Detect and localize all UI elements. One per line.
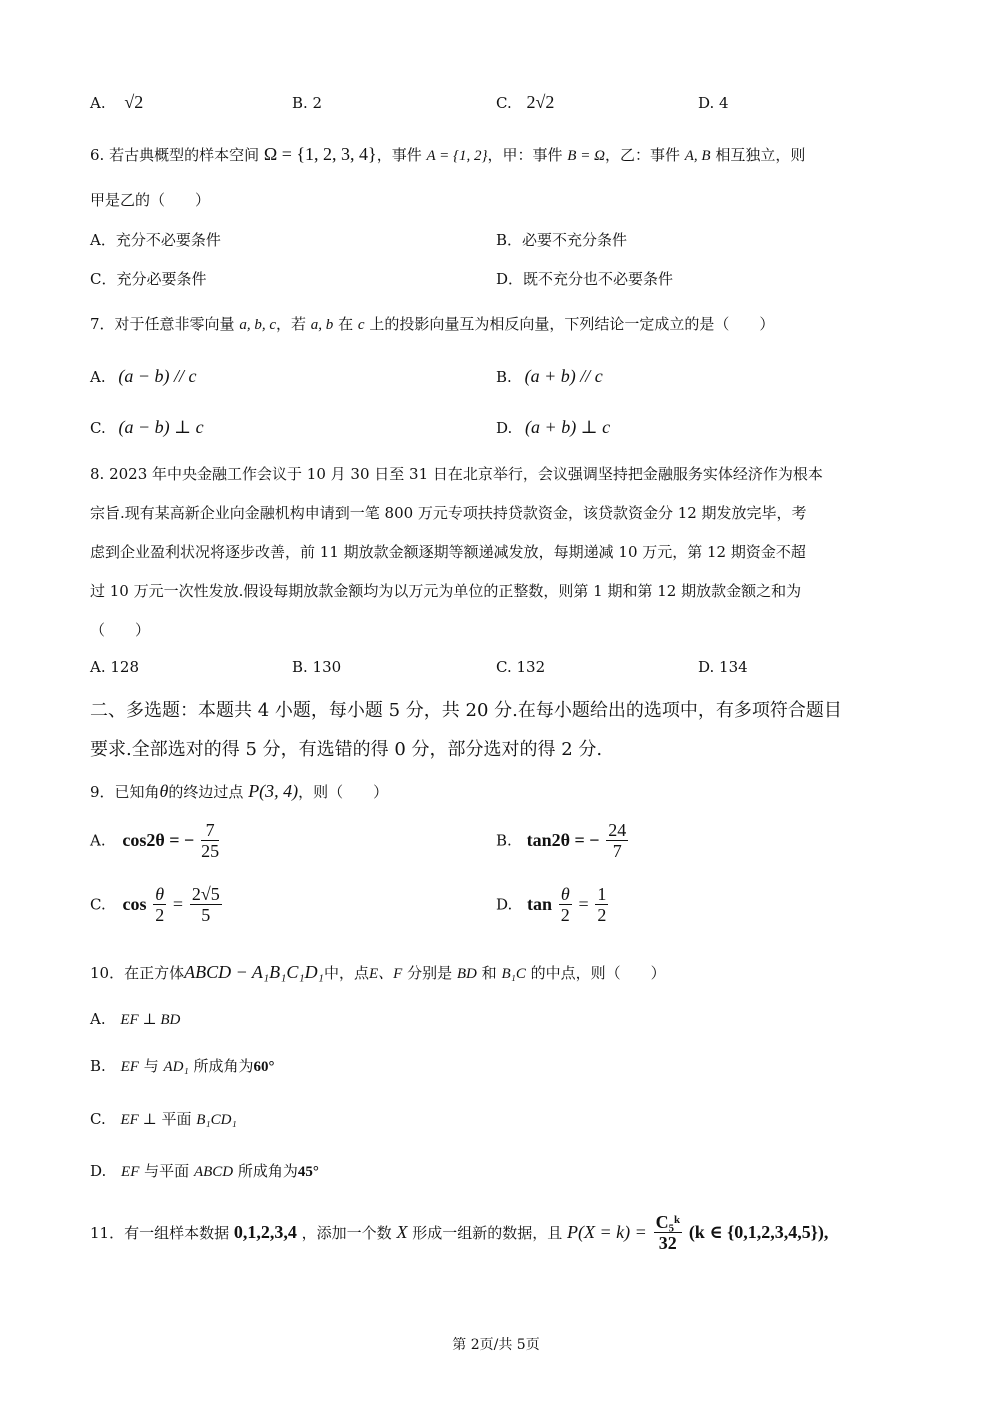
q10-option-b <box>90 1055 275 1076</box>
option-label: C. <box>496 94 512 112</box>
option-label: C. <box>90 895 106 914</box>
option-mid: 与平面 <box>144 1162 190 1180</box>
q9-theta: θ <box>159 781 169 801</box>
q9-tail: ，则（ ） <box>298 783 389 801</box>
option-plane: ABCD <box>193 1164 234 1180</box>
q8-option-a: A. 128 <box>90 658 139 676</box>
q7-option-d <box>496 417 610 438</box>
q6-ab: A, B <box>684 148 711 164</box>
option-fraction <box>201 820 219 861</box>
q7-option-a <box>90 366 197 387</box>
q6-option-c: C．充分必要条件 <box>90 270 207 288</box>
denominator: 2 <box>597 905 607 925</box>
q6-event-b: B = Ω <box>567 148 605 164</box>
numerator: 24 <box>608 820 627 840</box>
option-degree: 60° <box>253 1059 275 1075</box>
q6-event-a: A = {1, 2} <box>426 148 488 164</box>
q8-option-c: C. 132 <box>496 658 546 676</box>
q6-option-a: A．充分不必要条件 <box>90 231 221 249</box>
option-label: A. <box>90 1010 106 1028</box>
q5-option-a <box>90 92 143 113</box>
option-ef: EF <box>120 1059 139 1075</box>
q11-stem-pre: 11．有一组样本数据 <box>90 1224 230 1242</box>
q6-option-d: D．既不充分也不必要条件 <box>496 270 674 288</box>
option-label: B. <box>496 831 512 850</box>
q10-stem <box>90 962 666 983</box>
option-ef: EF <box>121 1164 140 1180</box>
q11-tail: (k ∈ {0,1,2,3,4,5}), <box>688 1222 829 1242</box>
option-degree: 45° <box>297 1164 319 1180</box>
option-label: D. <box>90 1162 107 1180</box>
q5-option-c <box>496 92 554 113</box>
option-lhs: cos2θ = − <box>122 830 195 850</box>
q11-stem <box>90 1212 828 1253</box>
section-heading-line2: 要求.全部选对的得 5 分，有选错的得 0 分，部分选对的得 2 分. <box>90 739 603 760</box>
denominator: 2 <box>155 905 165 925</box>
q9-point: P(3, 4) <box>248 781 299 801</box>
option-label: A. <box>90 368 106 386</box>
q6-mid1: ，事件 <box>376 146 422 164</box>
option-tail: 所成角为 <box>193 1057 254 1075</box>
option-label: A. <box>90 94 106 112</box>
q9-mid: 的终边过点 <box>168 783 244 801</box>
q5-option-d: D. 4 <box>698 94 729 112</box>
option-value: (a − b) // c <box>118 366 197 386</box>
q10-option-a <box>90 1010 180 1029</box>
denominator: 25 <box>201 841 220 861</box>
option-mid: 与 <box>143 1057 159 1075</box>
q6-option-b: B．必要不充分条件 <box>496 231 628 249</box>
numerator: θ <box>560 884 570 904</box>
section-heading-line1: 二、多选题：本题共 4 小题，每小题 5 分，共 20 分.在每小题给出的选项中，有多项符合题目 <box>90 700 842 721</box>
q10-b1c: B₁C <box>501 966 526 982</box>
option-ad1: AD₁ <box>163 1059 189 1075</box>
q10-option-d <box>90 1160 319 1181</box>
q9-option-d <box>496 884 610 925</box>
q7-tail: 上的投影向量互为相反向量，下列结论一定成立的是（ ） <box>369 315 775 333</box>
option-ef: EF ⊥ <box>120 1112 157 1128</box>
numerator: 1 <box>597 884 607 904</box>
denominator: 7 <box>612 841 622 861</box>
option-label: C. <box>90 1110 106 1128</box>
q6-mid2: ，甲：事件 <box>487 146 563 164</box>
denominator: 2 <box>560 905 570 925</box>
q11-prob: P(X = k) = <box>567 1222 647 1242</box>
equals-sign: = <box>172 894 184 914</box>
option-value: (a + b) ⊥ c <box>525 417 611 437</box>
numerator: 2√5 <box>191 884 220 904</box>
option-label: A. <box>90 831 106 850</box>
denominator: 5 <box>201 905 211 925</box>
q8-option-b: B. 130 <box>292 658 342 676</box>
option-lhs: tan2θ = − <box>526 830 600 850</box>
option-label: D. <box>496 895 513 914</box>
q10-stem-pre: 10．在正方体 <box>90 964 185 982</box>
q7-vecs-abc: a, b, c <box>239 317 276 333</box>
q7-stem-pre: 7．对于任意非零向量 <box>90 315 235 333</box>
numerator: 7 <box>201 820 219 841</box>
page-footer: 第 2页/共 5页 <box>452 1337 540 1353</box>
option-value: (a + b) // c <box>524 366 603 386</box>
option-label: C. <box>90 419 106 437</box>
q8-line3: 虑到企业盈利状况将逐步改善，前 11 期放款金额逐期等额递减发放，每期递减 10 万元，第 12 期资金不超 <box>90 543 806 561</box>
q10-and: 和 <box>481 964 497 982</box>
option-fraction <box>606 820 628 861</box>
q7-mid1: ，若 <box>276 315 307 333</box>
q5-option-b: B. 2 <box>292 94 323 112</box>
option-value: √2 <box>124 92 144 112</box>
q9-option-a <box>90 820 221 861</box>
option-arg-fraction <box>153 884 166 925</box>
q6-omega-set: Ω = {1, 2, 3, 4} <box>263 144 377 164</box>
q10-bd: BD <box>456 966 477 982</box>
q7-stem <box>90 313 774 334</box>
numerator: C₅ᵏ <box>655 1212 681 1232</box>
q9-stem <box>90 781 388 802</box>
option-label: B. <box>90 1057 106 1075</box>
option-fn: cos <box>122 894 147 914</box>
q10-mid2: 分别是 <box>407 964 453 982</box>
denominator: 32 <box>658 1233 677 1253</box>
q10-option-c <box>90 1108 237 1129</box>
q8-line2: 宗旨.现有某高新企业向金融机构申请到一笔 800 万元专项扶持贷款资金，该贷款资金分 12 期发放完毕，考 <box>90 504 807 522</box>
q7-mid2: 在 <box>338 315 354 333</box>
q10-tail: 的中点，则（ ） <box>530 964 666 982</box>
option-plane: B₁CD₁ <box>196 1112 237 1128</box>
numerator: θ <box>155 884 165 904</box>
q6-tail: 相互独立，则 <box>715 146 806 164</box>
q9-stem-pre: 9．已知角 <box>90 783 160 801</box>
q6-stem <box>90 144 805 165</box>
q11-x: X <box>396 1222 408 1242</box>
q7-vecs-ab: a, b <box>310 317 334 333</box>
q6-stem-pre: 6. 若古典概型的样本空间 <box>90 146 260 164</box>
option-tail: 所成角为 <box>237 1162 298 1180</box>
q11-mid: ，添加一个数 <box>301 1224 392 1242</box>
option-label: D. <box>496 419 513 437</box>
option-label: B. <box>496 368 512 386</box>
q10-points: E、F <box>368 966 403 982</box>
option-mid: 平面 <box>161 1110 192 1128</box>
q11-data: 0,1,2,3,4 <box>233 1222 297 1242</box>
q10-mid1: 中，点 <box>323 964 369 982</box>
q9-option-c <box>90 884 224 925</box>
q8-line1: 8. 2023 年中央金融工作会议于 10 月 30 日至 31 日在北京举行，会议强调坚持把金融服务实体经济作为根本 <box>90 465 823 483</box>
q8-line4: 过 10 万元一次性发放.假设每期放款金额均为以万元为单位的正整数，则第 1 期和第 12 期放款金额之和为 <box>90 582 802 600</box>
option-arg-fraction <box>559 884 572 925</box>
q9-option-b <box>496 820 630 861</box>
option-value: 2√2 <box>526 92 555 112</box>
q11-fraction <box>654 1212 682 1253</box>
q6-stem-line2: 甲是乙的（ ） <box>90 191 211 209</box>
q7-option-c <box>90 417 204 438</box>
equals-sign: = <box>578 894 589 914</box>
q7-option-b <box>496 366 603 387</box>
option-value: EF ⊥ BD <box>120 1012 181 1028</box>
option-fn: tan <box>527 894 553 914</box>
q7-vec-c: c <box>357 317 365 333</box>
option-fraction <box>595 884 608 925</box>
q11-mid2: 形成一组新的数据，且 <box>412 1224 563 1242</box>
q8-line5: （ ） <box>90 621 151 639</box>
q8-option-d: D. 134 <box>698 658 748 676</box>
q10-cube: ABCD − A₁B₁C₁D₁ <box>184 962 324 982</box>
option-value: (a − b) ⊥ c <box>118 417 204 437</box>
q6-mid3: ，乙：事件 <box>604 146 680 164</box>
option-fraction <box>190 884 222 925</box>
